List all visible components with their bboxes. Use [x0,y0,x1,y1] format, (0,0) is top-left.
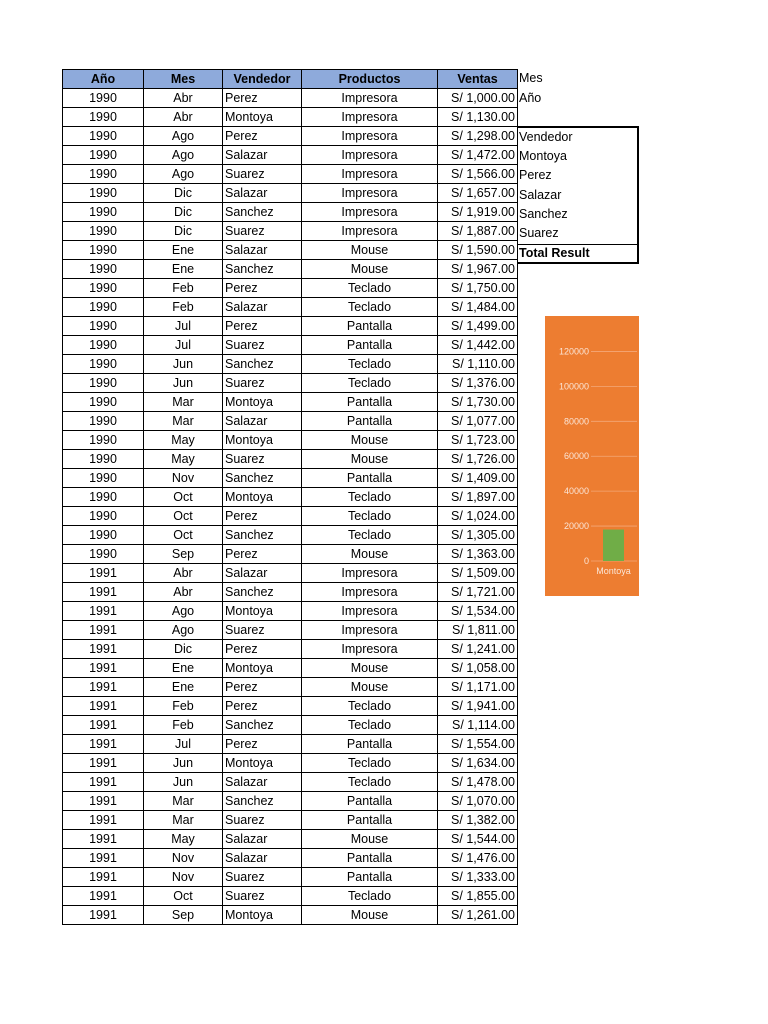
cell-ano[interactable]: 1991 [63,830,144,849]
cell-ano[interactable]: 1990 [63,317,144,336]
cell-vendedor[interactable]: Sanchez [223,203,302,222]
cell-ventas[interactable]: S/ 1,484.00 [438,298,518,317]
cell-mes[interactable]: Abr [144,583,223,602]
cell-ventas[interactable]: S/ 1,363.00 [438,545,518,564]
cell-ano[interactable]: 1991 [63,811,144,830]
cell-vendedor[interactable]: Sanchez [223,716,302,735]
cell-mes[interactable]: Ago [144,127,223,146]
cell-ventas[interactable]: S/ 1,000.00 [438,89,518,108]
cell-mes[interactable]: Ene [144,241,223,260]
table-body [63,89,518,925]
pivot-filter-ano[interactable]: Año [519,91,542,105]
cell-productos[interactable]: Pantalla [302,469,438,488]
cell-ventas[interactable]: S/ 1,114.00 [438,716,518,735]
cell-vendedor[interactable]: Perez [223,89,302,108]
table-row [63,887,518,906]
cell-mes[interactable]: Sep [144,545,223,564]
cell-vendedor[interactable]: Perez [223,317,302,336]
cell-productos[interactable]: Pantalla [302,412,438,431]
cell-productos[interactable]: Teclado [302,697,438,716]
pivot-item[interactable]: Salazar [519,188,562,202]
cell-productos[interactable]: Teclado [302,773,438,792]
table-row [63,564,518,583]
chart-y-tick-label: 60000 [563,451,589,462]
cell-ventas[interactable]: S/ 1,534.00 [438,602,518,621]
cell-productos[interactable]: Impresora [302,583,438,602]
cell-ano[interactable]: 1990 [63,469,144,488]
cell-vendedor[interactable]: Sanchez [223,469,302,488]
cell-ventas[interactable]: S/ 1,590.00 [438,241,518,260]
cell-productos[interactable]: Impresora [302,127,438,146]
cell-mes[interactable]: Jun [144,355,223,374]
cell-ventas[interactable]: S/ 1,070.00 [438,792,518,811]
cell-mes[interactable]: Nov [144,849,223,868]
cell-productos[interactable]: Pantalla [302,811,438,830]
cell-vendedor[interactable]: Suarez [223,887,302,906]
cell-ano[interactable]: 1990 [63,412,144,431]
table-row [63,203,518,222]
cell-ano[interactable]: 1991 [63,849,144,868]
table-row [63,184,518,203]
cell-ventas[interactable]: S/ 1,657.00 [438,184,518,203]
cell-productos[interactable]: Teclado [302,526,438,545]
cell-vendedor[interactable]: Suarez [223,222,302,241]
cell-mes[interactable]: Sep [144,906,223,925]
cell-productos[interactable]: Mouse [302,450,438,469]
chart-y-tick-label: 80000 [563,416,589,427]
table-header-row [63,70,518,89]
table-row [63,393,518,412]
table-row [63,374,518,393]
cell-vendedor[interactable]: Salazar [223,849,302,868]
cell-mes[interactable]: Jul [144,336,223,355]
pivot-row-header[interactable]: Vendedor [519,130,573,144]
cell-ano[interactable]: 1990 [63,336,144,355]
chart-bar [603,530,624,561]
table-row [63,545,518,564]
table-row [63,108,518,127]
table-row [63,317,518,336]
cell-ventas[interactable]: S/ 1,305.00 [438,526,518,545]
cell-ano[interactable]: 1991 [63,659,144,678]
cell-ventas[interactable]: S/ 1,726.00 [438,450,518,469]
cell-ventas[interactable]: S/ 1,298.00 [438,127,518,146]
cell-ano[interactable]: 1990 [63,393,144,412]
table-row [63,716,518,735]
cell-vendedor[interactable]: Sanchez [223,260,302,279]
cell-productos[interactable]: Mouse [302,545,438,564]
cell-vendedor[interactable]: Montoya [223,488,302,507]
table-row [63,849,518,868]
cell-vendedor[interactable]: Montoya [223,906,302,925]
cell-ventas[interactable]: S/ 1,811.00 [438,621,518,640]
cell-mes[interactable]: May [144,830,223,849]
table-row [63,507,518,526]
cell-vendedor[interactable]: Perez [223,545,302,564]
cell-ano[interactable]: 1991 [63,678,144,697]
pivot-chart[interactable] [545,316,639,596]
cell-productos[interactable]: Impresora [302,89,438,108]
cell-productos[interactable]: Mouse [302,678,438,697]
table-row [63,412,518,431]
cell-vendedor[interactable]: Suarez [223,621,302,640]
table-row [63,450,518,469]
cell-vendedor[interactable]: Perez [223,640,302,659]
cell-vendedor[interactable]: Suarez [223,336,302,355]
cell-vendedor[interactable]: Montoya [223,754,302,773]
cell-vendedor[interactable]: Salazar [223,241,302,260]
cell-productos[interactable]: Pantalla [302,336,438,355]
cell-ventas[interactable]: S/ 1,723.00 [438,431,518,450]
cell-ventas[interactable]: S/ 1,721.00 [438,583,518,602]
cell-productos[interactable]: Mouse [302,241,438,260]
cell-ventas[interactable]: S/ 1,887.00 [438,222,518,241]
table-row [63,222,518,241]
cell-vendedor[interactable]: Salazar [223,184,302,203]
cell-vendedor[interactable]: Suarez [223,165,302,184]
cell-productos[interactable]: Pantalla [302,393,438,412]
cell-ano[interactable]: 1990 [63,146,144,165]
cell-ano[interactable]: 1991 [63,716,144,735]
cell-ano[interactable]: 1990 [63,127,144,146]
cell-ano[interactable]: 1990 [63,507,144,526]
cell-mes[interactable]: Feb [144,716,223,735]
cell-mes[interactable]: Jun [144,773,223,792]
cell-vendedor[interactable]: Salazar [223,412,302,431]
cell-productos[interactable]: Teclado [302,507,438,526]
cell-mes[interactable]: Abr [144,89,223,108]
table-row [63,89,518,108]
table-row [63,146,518,165]
cell-ventas[interactable]: S/ 1,855.00 [438,887,518,906]
header-mes[interactable]: Mes [144,70,223,89]
cell-mes[interactable]: Dic [144,222,223,241]
cell-mes[interactable]: Ene [144,260,223,279]
cell-vendedor[interactable]: Montoya [223,602,302,621]
pivot-chart-svg[interactable] [545,316,639,596]
cell-ventas[interactable]: S/ 1,376.00 [438,374,518,393]
cell-vendedor[interactable]: Salazar [223,773,302,792]
cell-vendedor[interactable]: Suarez [223,811,302,830]
cell-ano[interactable]: 1990 [63,165,144,184]
cell-ano[interactable]: 1990 [63,241,144,260]
cell-ano[interactable]: 1990 [63,450,144,469]
chart-y-tick-label: 20000 [563,521,589,532]
cell-ano[interactable]: 1991 [63,792,144,811]
cell-productos[interactable]: Mouse [302,431,438,450]
cell-mes[interactable]: Nov [144,469,223,488]
cell-ano[interactable]: 1990 [63,431,144,450]
chart-y-tick-label: 40000 [563,486,589,497]
cell-vendedor[interactable]: Salazar [223,298,302,317]
cell-ventas[interactable]: S/ 1,554.00 [438,735,518,754]
cell-mes[interactable]: Mar [144,393,223,412]
cell-mes[interactable]: Mar [144,412,223,431]
cell-productos[interactable]: Impresora [302,108,438,127]
table-row [63,127,518,146]
table-row [63,792,518,811]
cell-productos[interactable]: Teclado [302,279,438,298]
table-row [63,336,518,355]
cell-mes[interactable]: Ago [144,165,223,184]
table-row [63,735,518,754]
cell-ventas[interactable]: S/ 1,478.00 [438,773,518,792]
cell-vendedor[interactable]: Suarez [223,868,302,887]
cell-mes[interactable]: Ene [144,659,223,678]
cell-productos[interactable]: Pantalla [302,735,438,754]
cell-mes[interactable]: Oct [144,526,223,545]
cell-vendedor[interactable]: Montoya [223,431,302,450]
cell-vendedor[interactable]: Montoya [223,659,302,678]
cell-ventas[interactable]: S/ 1,024.00 [438,507,518,526]
table-row [63,241,518,260]
cell-ano[interactable]: 1991 [63,868,144,887]
cell-ventas[interactable]: S/ 1,476.00 [438,849,518,868]
cell-productos[interactable]: Impresora [302,165,438,184]
cell-ano[interactable]: 1990 [63,298,144,317]
cell-productos[interactable]: Pantalla [302,792,438,811]
cell-mes[interactable]: Jul [144,317,223,336]
cell-ventas[interactable]: S/ 1,897.00 [438,488,518,507]
cell-ano[interactable]: 1991 [63,564,144,583]
pivot-item[interactable]: Montoya [519,149,567,163]
cell-ventas[interactable]: S/ 1,171.00 [438,678,518,697]
cell-mes[interactable]: May [144,450,223,469]
cell-productos[interactable]: Teclado [302,374,438,393]
cell-vendedor[interactable]: Perez [223,127,302,146]
cell-productos[interactable]: Impresora [302,621,438,640]
cell-mes[interactable]: Abr [144,108,223,127]
cell-productos[interactable]: Mouse [302,830,438,849]
cell-ventas[interactable]: S/ 1,544.00 [438,830,518,849]
cell-mes[interactable]: Ene [144,678,223,697]
cell-productos[interactable]: Impresora [302,602,438,621]
cell-ventas[interactable]: S/ 1,110.00 [438,355,518,374]
cell-mes[interactable]: Dic [144,640,223,659]
cell-ano[interactable]: 1991 [63,621,144,640]
cell-ventas[interactable]: S/ 1,566.00 [438,165,518,184]
table-row [63,583,518,602]
table-row [63,260,518,279]
header-productos[interactable]: Productos [302,70,438,89]
table-row [63,298,518,317]
table-row [63,659,518,678]
cell-ventas[interactable]: S/ 1,382.00 [438,811,518,830]
cell-vendedor[interactable]: Sanchez [223,792,302,811]
cell-ano[interactable]: 1991 [63,697,144,716]
cell-vendedor[interactable]: Salazar [223,146,302,165]
cell-vendedor[interactable]: Perez [223,678,302,697]
chart-y-tick-label: 120000 [558,346,589,357]
cell-mes[interactable]: Abr [144,564,223,583]
cell-ventas[interactable]: S/ 1,472.00 [438,146,518,165]
table-row [63,678,518,697]
cell-productos[interactable]: Impresora [302,203,438,222]
cell-ano[interactable]: 1991 [63,887,144,906]
cell-ano[interactable]: 1990 [63,374,144,393]
table-row [63,868,518,887]
cell-ventas[interactable]: S/ 1,077.00 [438,412,518,431]
cell-mes[interactable]: Oct [144,507,223,526]
cell-ventas[interactable]: S/ 1,941.00 [438,697,518,716]
table-row [63,640,518,659]
cell-productos[interactable]: Impresora [302,640,438,659]
table-row [63,773,518,792]
sales-table [62,69,518,925]
cell-mes[interactable]: May [144,431,223,450]
cell-productos[interactable]: Impresora [302,222,438,241]
cell-ano[interactable]: 1991 [63,754,144,773]
table-row [63,431,518,450]
cell-ventas[interactable]: S/ 1,261.00 [438,906,518,925]
table-row [63,830,518,849]
table-row [63,279,518,298]
table-row [63,165,518,184]
cell-ventas[interactable]: S/ 1,409.00 [438,469,518,488]
cell-ano[interactable]: 1990 [63,488,144,507]
cell-mes[interactable]: Jun [144,374,223,393]
cell-ventas[interactable]: S/ 1,634.00 [438,754,518,773]
cell-productos[interactable]: Mouse [302,906,438,925]
cell-vendedor[interactable]: Suarez [223,374,302,393]
cell-mes[interactable]: Oct [144,488,223,507]
cell-productos[interactable]: Teclado [302,754,438,773]
cell-ventas[interactable]: S/ 1,241.00 [438,640,518,659]
cell-productos[interactable]: Pantalla [302,849,438,868]
cell-productos[interactable]: Mouse [302,260,438,279]
cell-mes[interactable]: Ago [144,602,223,621]
cell-ventas[interactable]: S/ 1,730.00 [438,393,518,412]
cell-mes[interactable]: Dic [144,184,223,203]
cell-productos[interactable]: Mouse [302,659,438,678]
cell-ventas[interactable]: S/ 1,130.00 [438,108,518,127]
cell-mes[interactable]: Dic [144,203,223,222]
cell-productos[interactable]: Teclado [302,716,438,735]
cell-vendedor[interactable]: Perez [223,697,302,716]
cell-ano[interactable]: 1990 [63,108,144,127]
cell-ano[interactable]: 1991 [63,773,144,792]
cell-mes[interactable]: Feb [144,697,223,716]
cell-vendedor[interactable]: Montoya [223,108,302,127]
cell-mes[interactable]: Jun [144,754,223,773]
cell-productos[interactable]: Teclado [302,298,438,317]
cell-ano[interactable]: 1990 [63,184,144,203]
cell-productos[interactable]: Teclado [302,355,438,374]
cell-productos[interactable]: Pantalla [302,317,438,336]
cell-mes[interactable]: Feb [144,298,223,317]
cell-ventas[interactable]: S/ 1,499.00 [438,317,518,336]
header-vendedor[interactable]: Vendedor [223,70,302,89]
cell-ano[interactable]: 1991 [63,906,144,925]
cell-vendedor[interactable]: Perez [223,735,302,754]
table-row [63,526,518,545]
cell-mes[interactable]: Mar [144,811,223,830]
pivot-item[interactable]: Perez [519,168,552,182]
cell-mes[interactable]: Jul [144,735,223,754]
cell-ano[interactable]: 1990 [63,279,144,298]
cell-ventas[interactable]: S/ 1,750.00 [438,279,518,298]
cell-ano[interactable]: 1991 [63,602,144,621]
cell-productos[interactable]: Impresora [302,146,438,165]
cell-mes[interactable]: Oct [144,887,223,906]
cell-ano[interactable]: 1990 [63,89,144,108]
cell-mes[interactable]: Nov [144,868,223,887]
pivot-item[interactable]: Sanchez [519,207,568,221]
cell-ventas[interactable]: S/ 1,919.00 [438,203,518,222]
cell-mes[interactable]: Ago [144,146,223,165]
cell-ano[interactable]: 1991 [63,640,144,659]
cell-mes[interactable]: Mar [144,792,223,811]
cell-ano[interactable]: 1991 [63,583,144,602]
cell-vendedor[interactable]: Perez [223,279,302,298]
cell-productos[interactable]: Teclado [302,488,438,507]
cell-mes[interactable]: Ago [144,621,223,640]
cell-ventas[interactable]: S/ 1,058.00 [438,659,518,678]
table-row [63,469,518,488]
pivot-total-label[interactable]: Total Result [519,246,590,260]
cell-ano[interactable]: 1990 [63,203,144,222]
chart-y-tick-label: 100000 [558,381,589,392]
cell-vendedor[interactable]: Salazar [223,564,302,583]
chart-y-tick-label: 0 [583,556,589,566]
table-row [63,488,518,507]
cell-productos[interactable]: Impresora [302,184,438,203]
cell-ano[interactable]: 1990 [63,355,144,374]
pivot-filter-mes[interactable]: Mes [519,71,543,85]
cell-mes[interactable]: Feb [144,279,223,298]
pivot-item[interactable]: Suarez [519,226,559,240]
cell-vendedor[interactable]: Perez [223,507,302,526]
table-row [63,754,518,773]
cell-productos[interactable]: Pantalla [302,868,438,887]
table-row [63,906,518,925]
cell-vendedor[interactable]: Sanchez [223,526,302,545]
table-row [63,355,518,374]
cell-ano[interactable]: 1990 [63,260,144,279]
cell-vendedor[interactable]: Suarez [223,450,302,469]
cell-vendedor[interactable]: Sanchez [223,583,302,602]
cell-vendedor[interactable]: Salazar [223,830,302,849]
table-row [63,621,518,640]
cell-productos[interactable]: Impresora [302,564,438,583]
table-row [63,811,518,830]
table-row [63,602,518,621]
cell-ventas[interactable]: S/ 1,509.00 [438,564,518,583]
cell-ano[interactable]: 1990 [63,222,144,241]
cell-vendedor[interactable]: Sanchez [223,355,302,374]
cell-ano[interactable]: 1991 [63,735,144,754]
header-ventas[interactable]: Ventas [438,70,518,89]
chart-x-tick-label: Montoya [596,566,631,576]
cell-vendedor[interactable]: Montoya [223,393,302,412]
cell-ano[interactable]: 1990 [63,526,144,545]
cell-ventas[interactable]: S/ 1,967.00 [438,260,518,279]
table-row [63,697,518,716]
cell-ventas[interactable]: S/ 1,442.00 [438,336,518,355]
cell-ano[interactable]: 1990 [63,545,144,564]
cell-ventas[interactable]: S/ 1,333.00 [438,868,518,887]
cell-productos[interactable]: Teclado [302,887,438,906]
header-ano[interactable]: Año [63,70,144,89]
